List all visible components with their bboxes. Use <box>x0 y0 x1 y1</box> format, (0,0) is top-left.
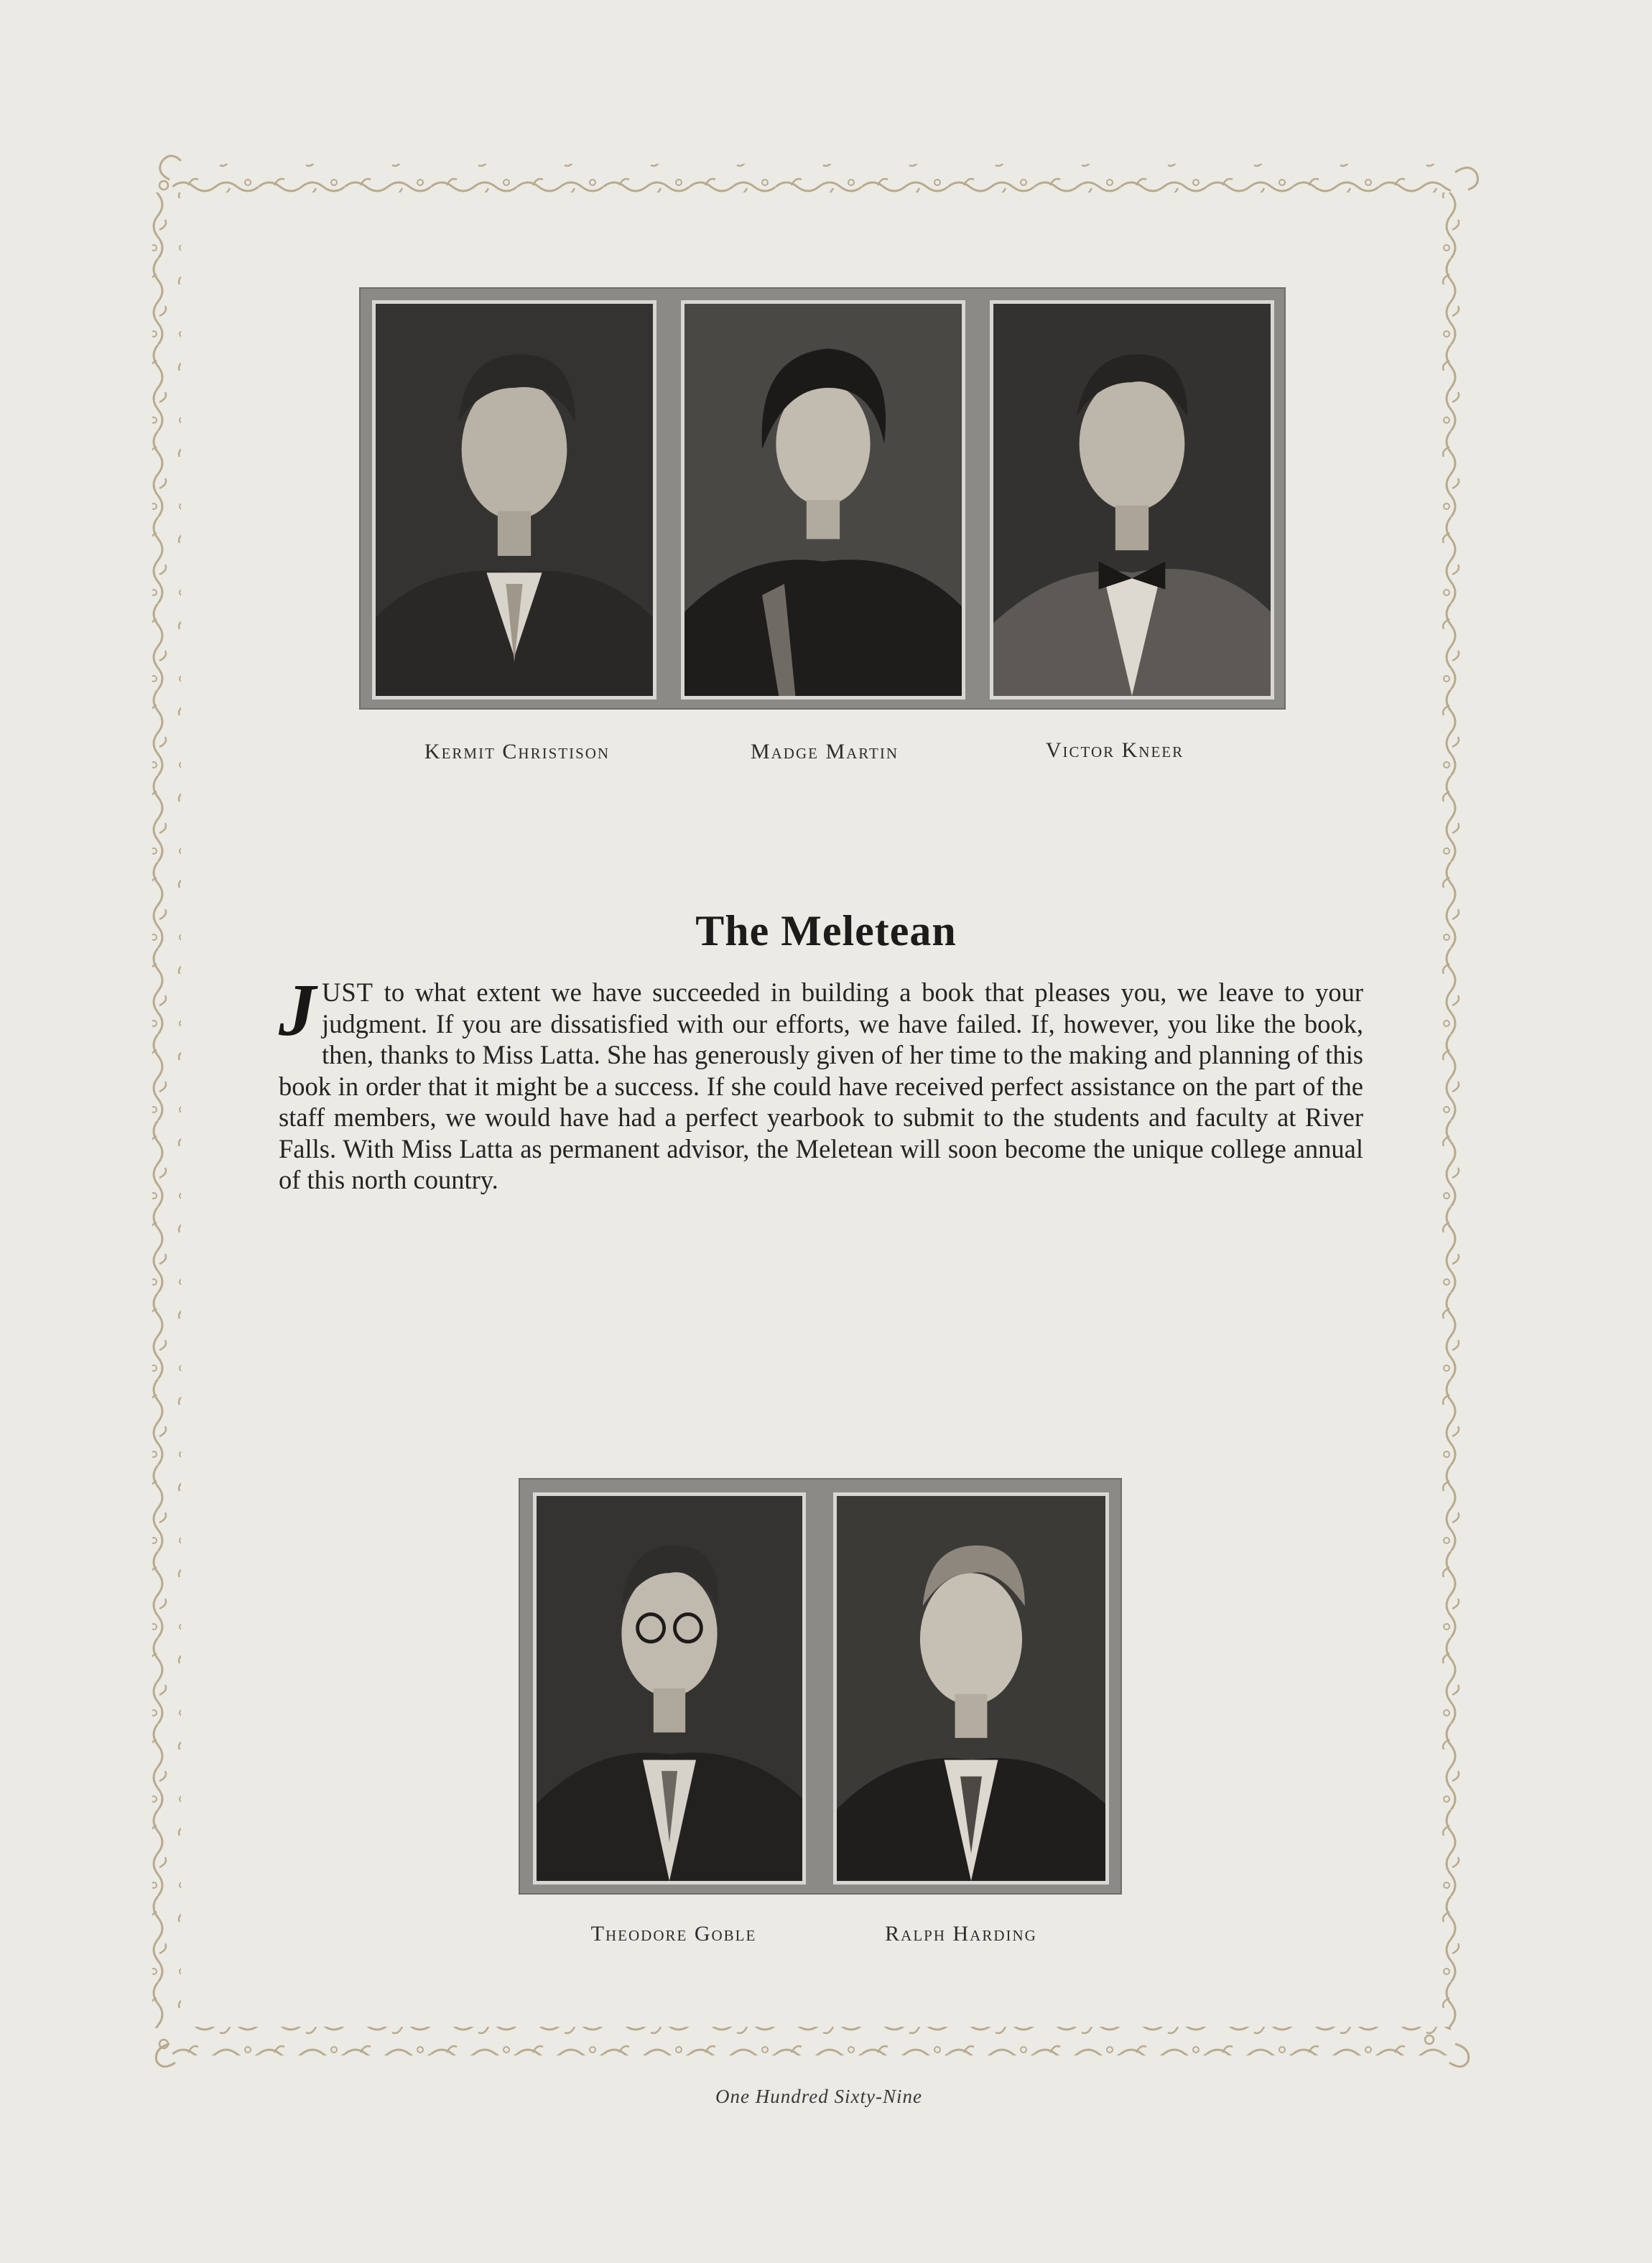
portrait-caption: Victor Kneer <box>1045 738 1184 762</box>
portrait-image <box>376 304 653 696</box>
drop-cap: J <box>279 969 316 1051</box>
portrait-photo <box>681 300 965 700</box>
portrait-photo <box>833 1492 1109 1885</box>
portrait-image <box>837 1496 1105 1881</box>
portrait-image <box>537 1496 802 1881</box>
portrait-image <box>993 304 1271 696</box>
portrait-photo <box>372 300 656 700</box>
section-title: The Meletean <box>695 907 957 954</box>
bottom-portrait-row <box>519 1478 1122 1895</box>
portrait-caption: Ralph Harding <box>885 1922 1037 1946</box>
portrait-caption: Theodore Goble <box>590 1922 757 1946</box>
section-body <box>279 969 1363 1196</box>
page-number: One Hundred Sixty-Nine <box>715 2086 922 2107</box>
portrait-photo <box>990 300 1274 700</box>
lead-word: UST <box>322 977 373 1007</box>
body-paragraph: to what extent we have succeeded in building a book that pleases you, we leave to your judgment. If you are dissatisfied with our efforts, we have failed. If, however, you like the book, then, thanks to Miss Latta. She has generously given of her time to the making and planning of this book in order that it might be a success. If she could have received perfect assistance on the part of the staff members, we would have had a perfect yearbook to submit to the students and faculty at River Falls. With Miss Latta as permanent advisor, the Meletean will soon become the unique college annual of this north country. <box>279 977 1363 1194</box>
portrait-caption: Kermit Christison <box>424 740 611 763</box>
portrait-caption: Madge Martin <box>750 740 899 763</box>
portrait-image <box>685 304 962 696</box>
top-portrait-row <box>359 287 1286 710</box>
portrait-photo <box>533 1492 806 1885</box>
